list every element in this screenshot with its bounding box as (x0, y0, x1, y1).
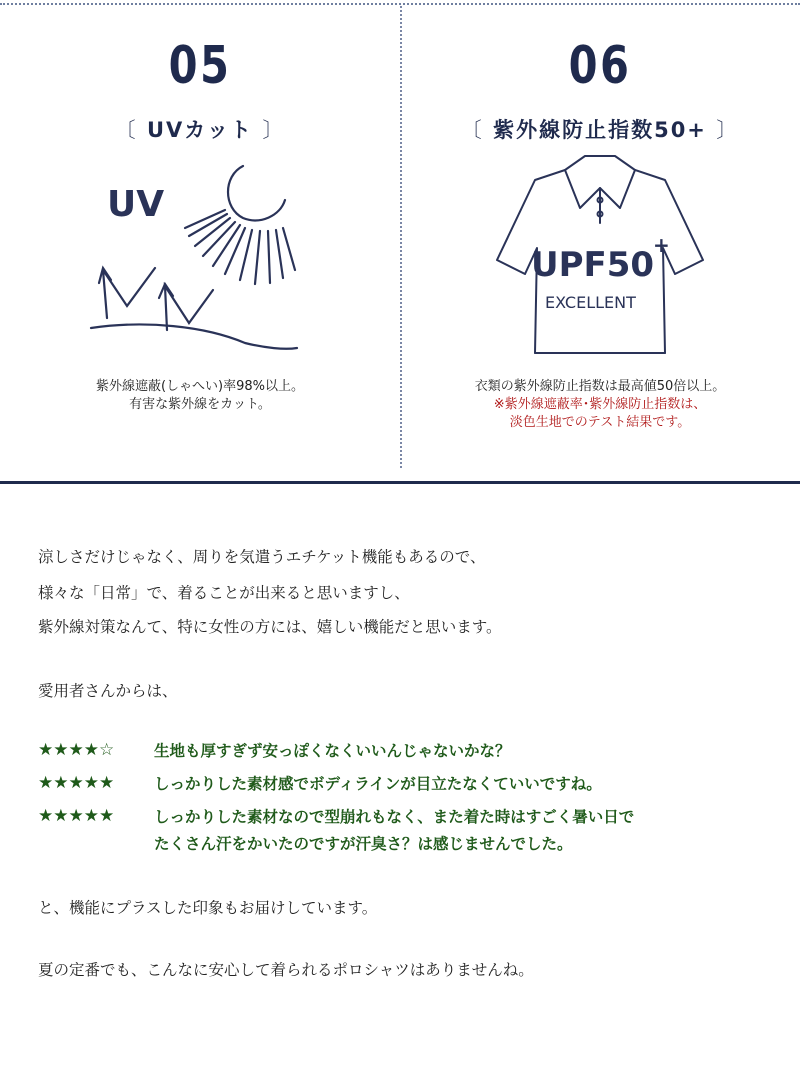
description-line: 衣類の紫外線防止指数は最高値50倍以上。 (474, 379, 726, 394)
review-text: しっかりした素材なので型崩れもなく、また着た時はすごく暑い日で (154, 808, 635, 826)
review-text: 生地も厚すぎず安っぽくなくいいんじゃないかな？ (154, 742, 511, 760)
polo-shirt-icon (475, 148, 725, 360)
review-item (38, 773, 778, 797)
bracket-open: 〔 (114, 118, 138, 142)
bracket-close: 〕 (716, 118, 740, 142)
description-line: 有害な紫外線をカット。 (129, 397, 271, 412)
closing-line: 夏の定番でも、こんなに安心して着られるポロシャツはありませんね。 (38, 961, 534, 979)
note-line: 淡色生地でのテスト結果です。 (509, 415, 691, 430)
closing-line: と、機能にプラスした印象もお届けしています。 (38, 899, 378, 917)
feature-title-text: UVカット (146, 118, 254, 142)
bracket-open: 〔 (460, 118, 484, 142)
reviews-heading: 愛用者さんからは、 (38, 682, 178, 700)
section-divider (0, 481, 800, 484)
upf-plus-sign: + (653, 233, 670, 257)
review-item (38, 806, 778, 858)
upf-excellent-label: EXCELLENT (545, 293, 636, 312)
feature-description (400, 378, 800, 432)
note-line: ※紫外線遮蔽率･紫外線防止指数は、 (493, 397, 707, 412)
star-rating: ★★★★★ (38, 806, 115, 826)
review-item (38, 740, 778, 764)
uv-illustration-label: UV (107, 184, 165, 225)
intro-line: 様々な「日常」で、着ることが出来ると思いますし、 (38, 584, 410, 602)
feature-title-text: 紫外線防止指数50+ (493, 118, 707, 142)
review-text: たくさん汗をかいたのですが汗臭さ？は感じませんでした。 (154, 835, 573, 853)
star-rating: ★★★★☆ (38, 740, 115, 760)
uv-sun-icon (85, 158, 310, 358)
feature-title (0, 114, 400, 144)
feature-title (400, 114, 800, 144)
description-line: 紫外線遮蔽(しゃへい)率98%以上。 (95, 379, 305, 394)
feature-upf (400, 0, 800, 480)
star-rating: ★★★★★ (38, 773, 115, 793)
bracket-close: 〕 (262, 118, 286, 142)
feature-number: 05 (168, 36, 232, 96)
review-text: しっかりした素材感でボディラインが目立たなくていいですね。 (154, 775, 602, 793)
feature-uv-cut (0, 0, 400, 480)
upf-illustration-label: UPF50 (531, 245, 655, 285)
intro-line: 紫外線対策なんて、特に女性の方には、嬉しい機能だと思います。 (38, 618, 502, 636)
feature-number: 06 (568, 36, 632, 96)
feature-description (0, 378, 400, 414)
intro-line: 涼しさだけじゃなく、周りを気遣うエチケット機能もあるので、 (38, 548, 486, 566)
